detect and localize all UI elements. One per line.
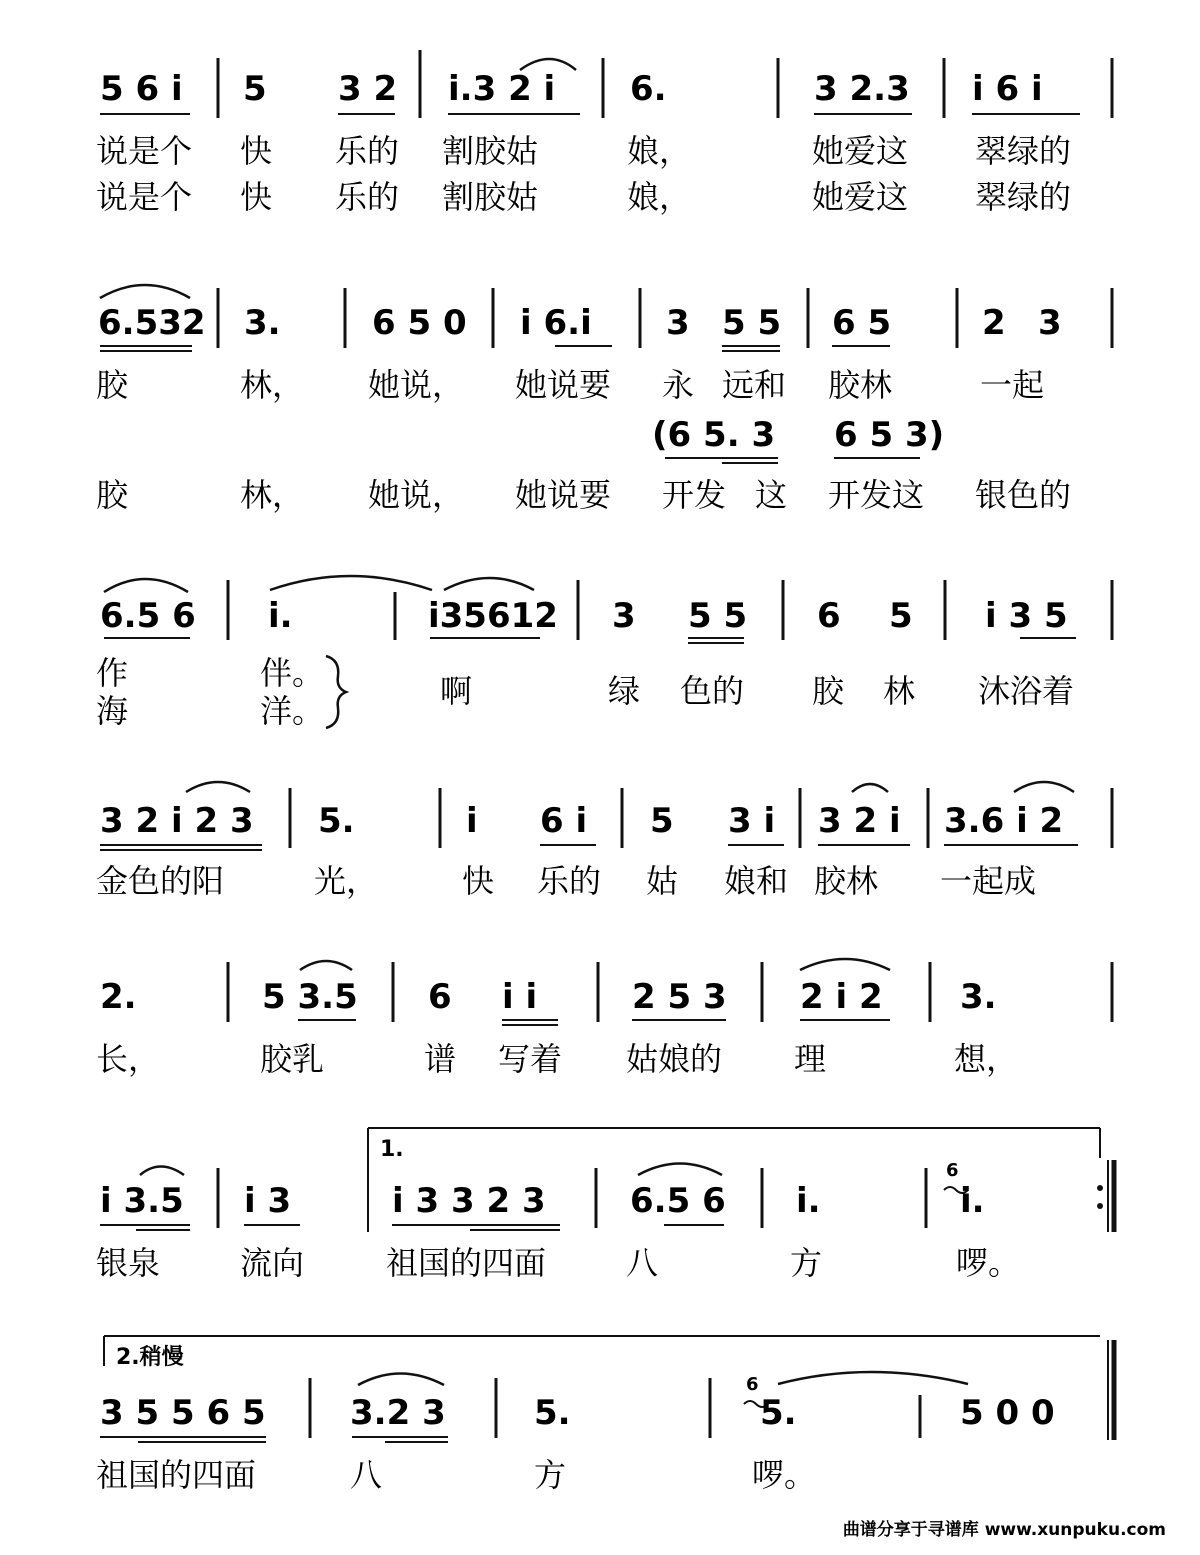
watermark-credit: 曲谱分享于寻谱库 www.xunpuku.com	[842, 1520, 1166, 1540]
notes-r3-m1: 6.5 6	[100, 596, 196, 636]
lyric: 割胶姑	[442, 132, 539, 170]
lyric: 乐的	[335, 132, 400, 170]
notes-r3-m6: i 3 5	[985, 596, 1068, 636]
tie	[778, 1372, 968, 1384]
lyric: 胶林	[814, 862, 879, 900]
lyric: 远和	[722, 366, 787, 404]
slur	[800, 959, 890, 970]
lyric: 姑娘的	[626, 1040, 723, 1078]
staff-row-7	[100, 1336, 1114, 1442]
lyric: 娘，	[627, 132, 692, 170]
notes-r1-m1: 5 6 i	[100, 69, 183, 109]
lyric: 祖国的四面	[386, 1244, 547, 1282]
notes-r7-m4: 5.	[760, 1393, 797, 1433]
notes-r2-m5a: 3	[666, 303, 690, 343]
notes-r7-m2: 3.2 3	[350, 1393, 446, 1433]
notes-r5-m4: 2 5 3	[632, 977, 727, 1017]
notes-r4-m4b: 3 i	[728, 801, 776, 841]
lyric: 娘和	[724, 862, 789, 900]
lyric: 永	[662, 366, 695, 404]
lyric: 沐浴着	[978, 672, 1075, 710]
lyric: 翠绿的	[975, 132, 1072, 170]
lyric: 她说，	[368, 366, 465, 404]
lyric: 啰。	[752, 1456, 817, 1494]
notes-r6-m5: i.	[796, 1181, 821, 1221]
lyric: 乐的	[537, 862, 602, 900]
lyric: 快	[240, 178, 273, 216]
notes-r4-m3a: i	[466, 801, 478, 841]
slur	[100, 285, 190, 298]
lyric: 林，	[240, 366, 305, 404]
lyric: 开发这	[828, 476, 925, 514]
lyric: 伴。	[260, 654, 325, 692]
lyric: 啰。	[956, 1244, 1021, 1282]
slur	[358, 1374, 444, 1386]
lyric: 八	[350, 1456, 383, 1494]
tie	[270, 576, 432, 590]
notes-r6-m3: i 3 3 2 3	[392, 1181, 546, 1221]
lyric: 方	[534, 1456, 567, 1494]
notes-r3-m4b: 5 5	[688, 596, 748, 636]
lyric: 胶	[96, 476, 129, 514]
lyrics-r7	[96, 1456, 816, 1494]
notes-r1-m3: i.3 2 i	[448, 69, 556, 109]
grace-note: 6	[946, 1160, 959, 1181]
lyric: 长，	[96, 1040, 161, 1078]
lyric: 谱	[424, 1040, 457, 1078]
lyrics-r2-v1	[96, 366, 1044, 404]
volta-label-2: 2.稍慢	[116, 1345, 184, 1370]
notes-r7-m3: 5.	[534, 1393, 571, 1433]
notes-r4-m5: 3 2 i	[818, 801, 901, 841]
lyric: 她说要	[515, 476, 612, 514]
notes-r7-m1: 3 5 5 6 5	[100, 1393, 266, 1433]
notes-r1-m4: 6.	[630, 69, 667, 109]
notes-r6-m1: i 3.5	[100, 1181, 184, 1221]
notes-r4-m6: 3.6 i 2	[944, 801, 1064, 841]
lyric: 娘，	[627, 178, 692, 216]
lyric: 她说，	[368, 476, 465, 514]
notes-r3-m5b: 5	[889, 596, 913, 636]
lyric: 说是个	[96, 132, 193, 170]
notes-r5-m2: 5 3.5	[262, 977, 358, 1017]
staff-row-1	[100, 50, 1112, 118]
notes-r2-m6: 6 5	[832, 303, 892, 343]
notes-r6-m4: 6.5 6	[630, 1181, 726, 1221]
lyric: 银色的	[975, 476, 1072, 514]
slur	[186, 782, 250, 792]
lyric: 想，	[954, 1040, 1019, 1078]
lyrics-r6	[96, 1244, 1020, 1282]
notes-r2-m5b: 5 5	[722, 303, 782, 343]
lyric: 金色的阳	[96, 862, 225, 900]
repeat-dot	[1097, 1185, 1103, 1191]
staff-row-3	[100, 576, 1112, 643]
notes-r6-m6: i.	[960, 1181, 985, 1221]
lyric: 胶	[812, 672, 845, 710]
lyrics-r1-v1	[96, 132, 1071, 170]
notes-r4-m1: 3 2 i 2 3	[100, 801, 254, 841]
alt-melody-r2	[652, 415, 944, 463]
notes-r2-m4: i 6.i	[520, 303, 592, 343]
staff-row-4	[100, 782, 1112, 850]
lyric: 乐的	[335, 178, 400, 216]
slur	[1014, 782, 1074, 792]
lyrics-r1-v2	[96, 178, 1071, 216]
notes-r6-m2: i 3	[244, 1181, 292, 1221]
slur	[300, 961, 352, 970]
notes-r5-m3a: 6	[428, 977, 452, 1017]
alt-notes-a: (6 5. 3	[652, 415, 776, 455]
lyric: 理	[794, 1040, 827, 1078]
lyrics-r2-v2	[96, 476, 1071, 514]
notes-r4-m3b: 6 i	[540, 801, 588, 841]
lyric: 洋。	[260, 692, 325, 730]
slur	[444, 578, 534, 590]
lyric: 这	[755, 476, 788, 514]
lyric: 割胶姑	[442, 178, 539, 216]
notes-r3-m5a: 6	[817, 596, 841, 636]
volta-label-1: 1.	[380, 1137, 404, 1162]
lyric: 绿	[608, 672, 641, 710]
lyric: 一起	[980, 366, 1045, 404]
staff-row-5	[100, 959, 1112, 1025]
notes-r3-m4a: 3	[612, 596, 636, 636]
repeat-dot	[1097, 1203, 1103, 1209]
notes-r2-m7b: 3	[1038, 303, 1062, 343]
lyric: 翠绿的	[975, 178, 1072, 216]
lyrics-r4	[96, 862, 1036, 900]
notes-r3-m3: i35612	[428, 596, 558, 636]
lyric: 快	[462, 862, 495, 900]
lyric: 她爱这	[812, 178, 909, 216]
lyric: 林，	[240, 476, 305, 514]
lyric: 林	[883, 672, 916, 710]
notes-r5-m3b: i i	[502, 977, 538, 1017]
notes-r2-m7a: 2	[982, 303, 1006, 343]
lyric: 胶	[96, 366, 129, 404]
lyric: 祖国的四面	[96, 1456, 257, 1494]
notes-r2-m2: 3.	[244, 303, 281, 343]
lyric: 快	[240, 132, 273, 170]
lyric: 写着	[498, 1040, 563, 1078]
notes-r5-m1: 2.	[100, 977, 137, 1017]
brace-icon	[326, 656, 346, 728]
notes-r1-m2a: 5	[243, 69, 267, 109]
lyric: 八	[626, 1244, 659, 1282]
lyric: 她爱这	[812, 132, 909, 170]
lyric: 胶乳	[260, 1040, 325, 1078]
notes-r7-m5: 5 0 0	[960, 1393, 1055, 1433]
lyric: 姑	[646, 862, 679, 900]
lyric: 她说要	[515, 366, 612, 404]
notes-r2-m1: 6.532	[98, 303, 206, 343]
notes-r5-m6: 3.	[960, 977, 997, 1017]
notes-r4-m4a: 5	[650, 801, 674, 841]
staff-row-2	[98, 285, 1112, 351]
grace-note: 6	[746, 1374, 759, 1395]
slur	[638, 1164, 722, 1176]
alt-notes-b: 6 5 3)	[834, 415, 945, 455]
notes-r1-m2b: 3 2	[338, 69, 398, 109]
lyric: 流向	[240, 1244, 305, 1282]
slur	[140, 1167, 184, 1176]
notes-r2-m3: 6 5 0	[372, 303, 467, 343]
lyric: 光，	[314, 862, 379, 900]
staff-row-6	[100, 1128, 1114, 1232]
lyric: 胶林	[828, 366, 893, 404]
lyric: 作	[96, 654, 129, 692]
lyric: 一起成	[940, 862, 1037, 900]
notes-r5-m5: 2 i 2	[800, 977, 883, 1017]
lyric: 海	[96, 692, 129, 730]
lyric: 色的	[680, 672, 745, 710]
slur	[104, 579, 188, 592]
notes-r4-m2: 5.	[318, 801, 355, 841]
slur	[852, 784, 888, 792]
notes-r1-m5: 3 2.3	[814, 69, 910, 109]
lyric: 银泉	[96, 1244, 161, 1282]
notes-r1-m6: i 6 i	[972, 69, 1043, 109]
lyrics-r5	[96, 1040, 1018, 1078]
lyric: 方	[790, 1244, 823, 1282]
lyric: 说是个	[96, 178, 193, 216]
notes-r3-m2: i.	[268, 596, 293, 636]
lyrics-r3	[96, 654, 1074, 730]
lyric: 啊	[440, 672, 473, 710]
lyric: 开发	[662, 476, 727, 514]
